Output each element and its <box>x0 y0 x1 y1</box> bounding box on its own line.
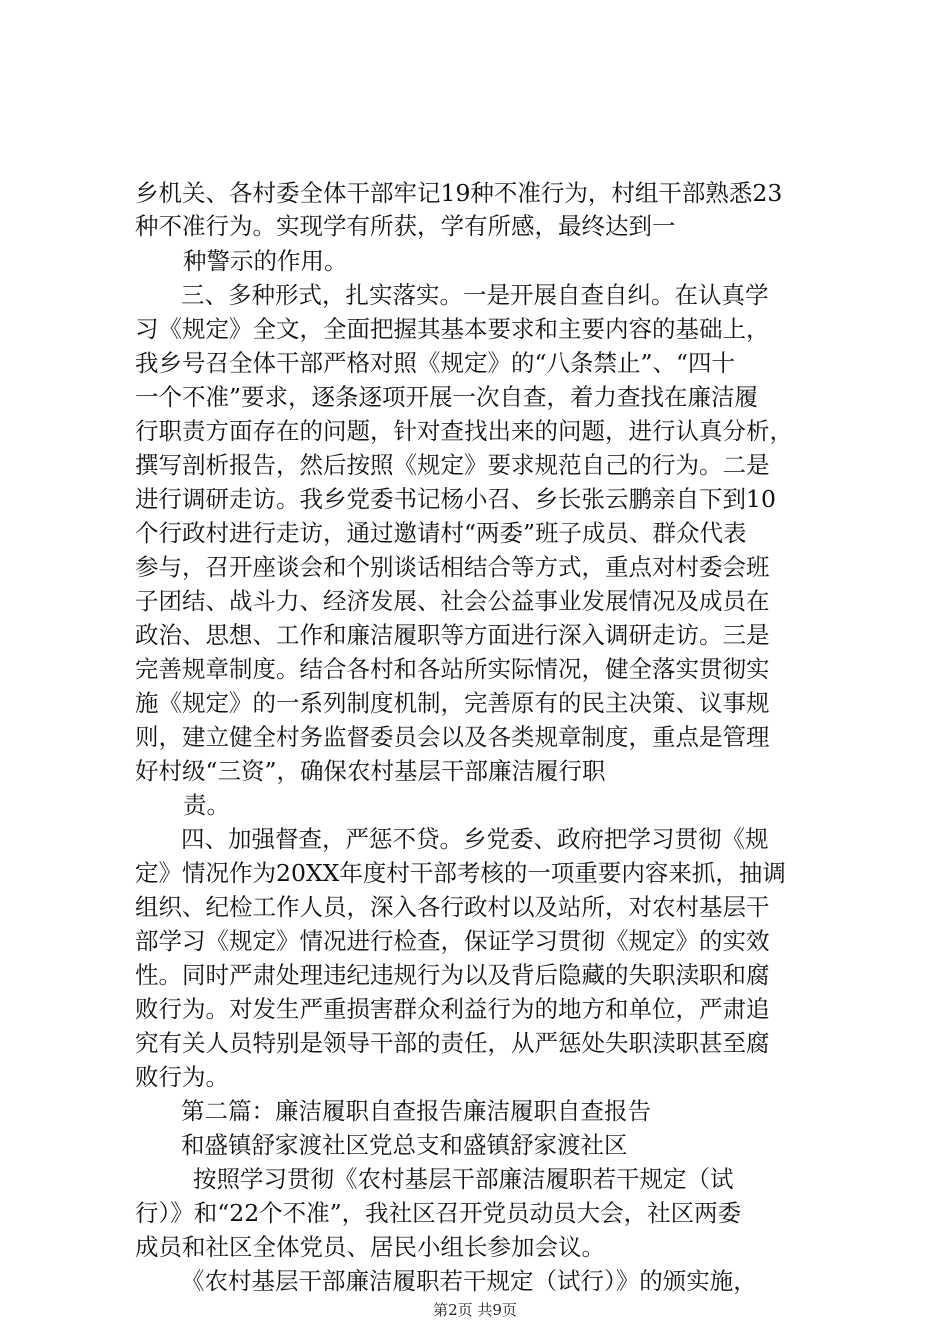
text-line: 败行为。对发生严重损害群众利益行为的地方和单位，严肃追 <box>135 995 770 1023</box>
text-line: 组织、纪检工作人员，深入各行政村以及站所，对农村基层干 <box>135 893 770 921</box>
text-line: 参与，召开座谈会和个别谈话相结合等方式，重点对村委会班 <box>135 553 770 581</box>
text-line: 定》情况作为20XX年度村干部考核的一项重要内容来抓，抽调 <box>135 859 786 887</box>
text-line: 一个不准”要求，逐条逐项开展一次自查，着力查找在廉洁履 <box>135 383 759 411</box>
section-heading: 第二篇：廉洁履职自查报告廉洁履职自查报告 <box>181 1097 651 1125</box>
text-line: 完善规章制度。结合各村和各站所实际情况，健全落实贯彻实 <box>135 655 770 683</box>
text-line: 施《规定》的一系列制度机制，完善原有的民主决策、议事规 <box>135 689 770 717</box>
text-line: 《农村基层干部廉洁履职若干规定（试行）》的颁实施， <box>181 1267 757 1295</box>
text-line: 三、多种形式，扎实落实。一是开展自查自纠。在认真学 <box>181 281 769 309</box>
text-line: 我乡号召全体干部严格对照《规定》的“八条禁止”、“四十 <box>135 349 736 377</box>
page-footer: 第2页 共9页 <box>433 1301 517 1319</box>
text-line: 子团结、战斗力、经济发展、社会公益事业发展情况及成员在 <box>135 587 770 615</box>
text-line: 种警示的作用。 <box>183 247 348 275</box>
text-line: 好村级“三资”，确保农村基层干部廉洁履行职 <box>135 757 606 785</box>
text-line: 撰写剖析报告，然后按照《规定》要求规范自己的行为。二是 <box>135 451 770 479</box>
text-line: 政治、思想、工作和廉洁履职等方面进行深入调研走访。三是 <box>135 621 770 649</box>
text-line: 进行调研走访。我乡党委书记杨小召、乡长张云鹏亲自下到10 <box>135 485 776 513</box>
text-line: 按照学习贯彻《农村基层干部廉洁履职若干规定（试 <box>193 1165 734 1193</box>
text-line: 则，建立健全村务监督委员会以及各类规章制度，重点是管理 <box>135 723 770 751</box>
text-line: 性。同时严肃处理违纪违规行为以及背后隐藏的失职渎职和腐 <box>135 961 770 989</box>
text-line: 乡机关、各村委全体干部牢记19种不准行为，村组干部熟悉23 <box>135 179 783 207</box>
text-line: 习《规定》全文，全面把握其基本要求和主要内容的基础上， <box>135 315 770 343</box>
text-line: 行）》和“22个不准”，我社区召开党员动员大会，社区两委 <box>135 1199 742 1227</box>
text-line: 种不准行为。实现学有所获，学有所感，最终达到一 <box>135 212 676 240</box>
text-line: 行职责方面存在的问题，针对查找出来的问题，进行认真分析， <box>135 417 793 445</box>
text-line: 责。 <box>183 791 230 819</box>
text-line: 成员和社区全体党员、居民小组长参加会议。 <box>135 1233 605 1261</box>
text-line: 个行政村进行走访，通过邀请村“两委”班子成员、群众代表 <box>135 519 747 547</box>
text-line: 败行为。 <box>135 1063 229 1091</box>
text-line: 和盛镇舒家渡社区党总支和盛镇舒家渡社区 <box>181 1131 628 1159</box>
text-line: 究有关人员特别是领导干部的责任，从严惩处失职渎职甚至腐 <box>135 1029 770 1057</box>
text-line: 四、加强督查，严惩不贷。乡党委、政府把学习贯彻《规 <box>181 825 769 853</box>
text-line: 部学习《规定》情况进行检查，保证学习贯彻《规定》的实效 <box>135 927 770 955</box>
